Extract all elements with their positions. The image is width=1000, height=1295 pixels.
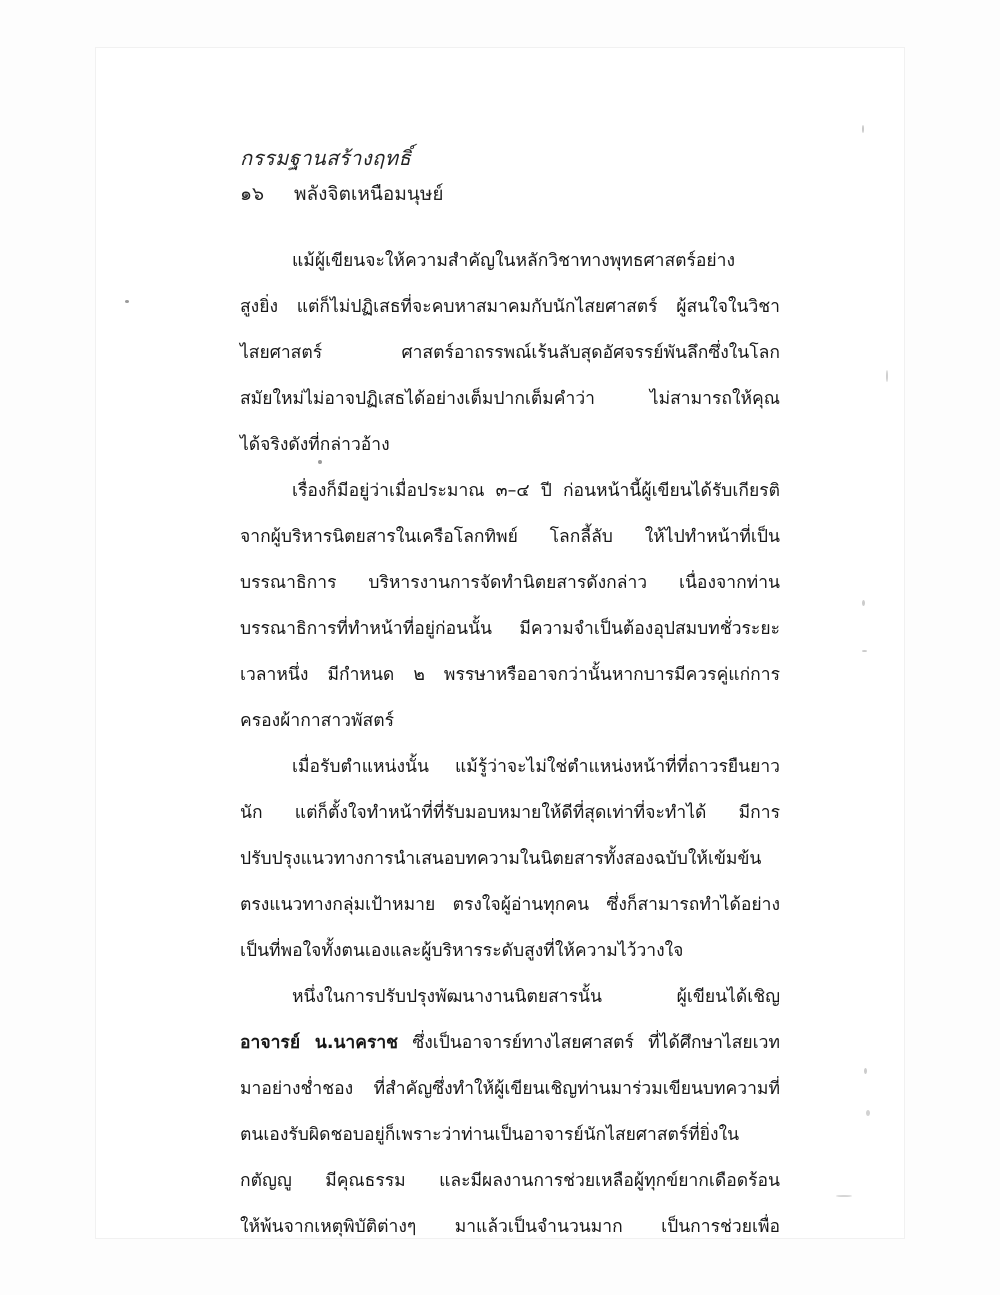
scan-speck — [886, 370, 888, 382]
text-line: เวลาหนึ่ง มีกำหนด ๒ พรรษาหรืออาจกว่านั้นหากบารมีควรคู่แก่การ — [240, 665, 780, 685]
scan-speck — [866, 1110, 870, 1116]
text-line-rest: ซึ่งเป็นอาจารย์ทางไสยศาสตร์ ที่ได้ศึกษาไสยเวท — [412, 1033, 780, 1053]
scan-speck — [125, 300, 129, 303]
body-text — [240, 238, 780, 1250]
text-line: เรื่องก็มีอยู่ว่าเมื่อประมาณ ๓–๔ ปี ก่อนหน้านี้ผู้เขียนได้รับเกียรติ — [292, 481, 780, 501]
text-line: ตรงแนวทางกลุ่มเป้าหมาย ตรงใจผู้อ่านทุกคน ซึ่งก็สามารถทำได้อย่าง — [240, 895, 780, 915]
chapter-title: พลังจิตเหนือมนุษย์ — [294, 183, 444, 205]
text-line: ปรับปรุงแนวทางการนำเสนอบทความในนิตยสารทั้งสองฉบับให้เข้มข้น — [240, 849, 762, 869]
page-number-line — [240, 176, 800, 212]
text-line — [240, 1020, 780, 1066]
page-number: ๑๖ — [240, 183, 265, 205]
book-title: กรรมฐานสร้างฤทธิ์ — [240, 146, 412, 170]
text-line: ให้พ้นจากเหตุพิบัติต่างๆ มาแล้วเป็นจำนวนมาก เป็นการช่วยเพื่อ — [240, 1217, 780, 1237]
scan-speck — [836, 1195, 852, 1197]
text-line: บรรณาธิการ บริหารงานการจัดทำนิตยสารดังกล่าว เนื่องจากท่าน — [240, 573, 780, 593]
text-line: แม้ผู้เขียนจะให้ความสำคัญในหลักวิชาทางพุทธศาสตร์อย่าง — [292, 251, 736, 271]
scan-speck — [862, 125, 864, 133]
text-line: ได้จริงดังที่กล่าวอ้าง — [240, 435, 390, 455]
text-line: ครองผ้ากาสาวพัสตร์ — [240, 711, 394, 731]
text-line: จากผู้บริหารนิตยสารในเครือโลกทิพย์ โลกลี้ลับ ให้ไปทำหน้าที่เป็น — [240, 527, 780, 547]
text-line: มาอย่างช่ำชอง ที่สำคัญซึ่งทำให้ผู้เขียนเชิญท่านมาร่วมเขียนบทความที่ — [240, 1079, 780, 1099]
text-line: สมัยใหม่ไม่อาจปฏิเสธได้อย่างเต็มปากเต็มคำว่า ไม่สามารถให้คุณ — [240, 389, 780, 409]
scan-speck — [864, 1068, 867, 1074]
scan-speck — [318, 460, 322, 464]
text-line: นัก แต่ก็ตั้งใจทำหน้าที่ที่รับมอบหมายให้ดีที่สุดเท่าที่จะทำได้ มีการ — [240, 803, 780, 823]
bold-name: อาจารย์ น.นาคราช — [240, 1033, 399, 1053]
scan-speck — [862, 600, 865, 606]
text-line: สูงยิ่ง แต่ก็ไม่ปฏิเสธที่จะคบหาสมาคมกับนักไสยศาสตร์ ผู้สนใจในวิชา — [240, 297, 780, 317]
text-line: กตัญญู มีคุณธรรม และมีผลงานการช่วยเหลือผู้ทุกข์ยากเดือดร้อน — [240, 1171, 780, 1191]
text-line: เมื่อรับตำแหน่งนั้น แม้รู้ว่าจะไม่ใช่ตำแหน่งหน้าที่ที่ถาวรยืนยาว — [292, 757, 780, 777]
text-line: ตนเองรับผิดชอบอยู่ก็เพราะว่าท่านเป็นอาจารย์นักไสยศาสตร์ที่ยิ่งใน — [240, 1125, 740, 1145]
scan-speck — [862, 650, 867, 652]
page-header — [240, 140, 800, 212]
text-line: เป็นที่พอใจทั้งตนเองและผู้บริหารระดับสูงที่ให้ความไว้วางใจ — [240, 941, 684, 961]
text-line: หนึ่งในการปรับปรุงพัฒนางานนิตยสารนั้น ผู้เขียนได้เชิญ — [292, 987, 780, 1007]
text-line: บรรณาธิการที่ทำหน้าที่อยู่ก่อนนั้น มีความจำเป็นต้องอุปสมบทชั่วระยะ — [240, 619, 780, 639]
text-line: ไสยศาสตร์ ศาสตร์อาถรรพณ์เร้นลับสุดอัศจรรย์พันลึกซึ่งในโลก — [240, 343, 780, 363]
